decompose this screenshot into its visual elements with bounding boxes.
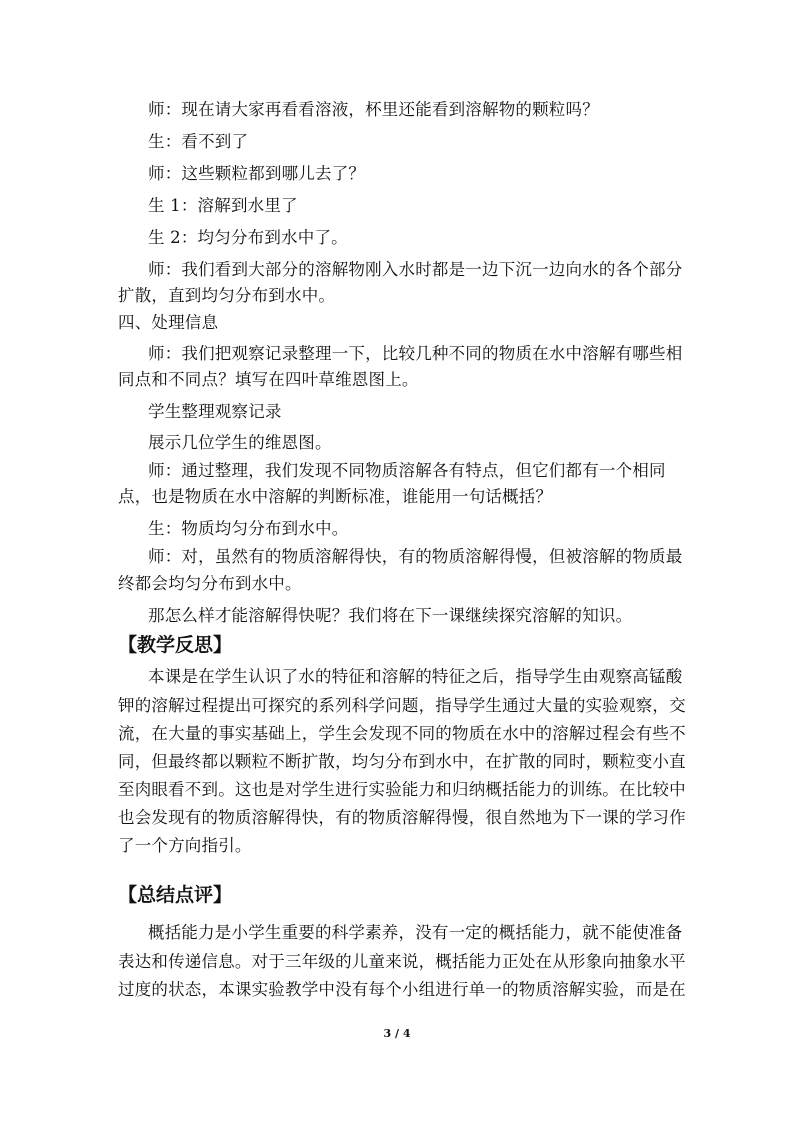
paragraph-line: 本课是在学生认识了水的特征和溶解的特征之后，指导学生由观察高锰酸 — [148, 667, 683, 686]
paragraph-line: 流，在大量的事实基础上，学生会发现不同的物质在水中的溶解过程会有些不 — [118, 724, 686, 743]
paragraph-line: 终都会均匀分布到水中。 — [118, 574, 302, 593]
paragraph-line: 师：我们看到大部分的溶解物刚入水时都是一边下沉一边向水的各个部分 — [148, 260, 683, 279]
paragraph-line: 师：我们把观察记录整理一下，比较几种不同的物质在水中溶解有哪些相 — [148, 344, 683, 363]
paragraph-line: 过度的状态，本课实验教学中没有每个小组进行单一的物质溶解实验，而是在 — [118, 980, 686, 999]
paragraph-line: 生 2：均匀分布到水中了。 — [148, 228, 348, 247]
reflection-heading: 【教学反思】 — [118, 634, 233, 656]
page-number: 3 / 4 — [383, 1027, 411, 1040]
paragraph-line: 扩散，直到均匀分布到水中。 — [118, 286, 336, 305]
paragraph-line: 表达和传递信息。对于三年级的儿童来说，概括能力正处在从形象向抽象水平 — [118, 952, 686, 971]
paragraph-line: 同，但最终都以颗粒不断扩散，均匀分布到水中，在扩散的同时，颗粒变小直 — [118, 752, 686, 771]
paragraph-line: 师：现在请大家再看看溶液，杯里还能看到溶解物的颗粒吗？ — [148, 100, 599, 119]
paragraph-line: 师：这些颗粒都到哪儿去了？ — [148, 164, 366, 183]
summary-heading: 【总结点评】 — [118, 884, 233, 906]
paragraph-line: 生 1：溶解到水里了 — [148, 196, 298, 215]
paragraph-line: 展示几位学生的维恩图。 — [148, 433, 332, 452]
paragraph-line: 同点和不同点？填写在四叶草维恩图上。 — [118, 370, 419, 389]
section-heading: 四、处理信息 — [118, 313, 219, 332]
paragraph-line: 学生整理观察记录 — [148, 402, 282, 421]
paragraph-line: 钾的溶解过程提出可探究的系列科学问题，指导学生通过大量的实验观察，交 — [118, 696, 686, 715]
paragraph-line: 点，也是物质在水中溶解的判断标准，谁能用一句话概括？ — [118, 487, 553, 506]
paragraph-line: 师：通过整理，我们发现不同物质溶解各有特点，但它们都有一个相同 — [148, 461, 666, 480]
paragraph-line: 至肉眼看不到。这也是对学生进行实验能力和归纳概括能力的训练。在比较中 — [118, 780, 686, 799]
paragraph-line: 那怎么样才能溶解得快呢？我们将在下一课继续探究溶解的知识。 — [148, 606, 633, 625]
paragraph-line: 了一个方向指引。 — [118, 836, 252, 855]
paragraph-line: 生：物质均匀分布到水中。 — [148, 519, 349, 538]
paragraph-line: 也会发现有的物质溶解得快，有的物质溶解得慢，很自然地为下一课的学习作 — [118, 808, 686, 827]
paragraph-line: 概括能力是小学生重要的科学素养，没有一定的概括能力，就不能使准备 — [148, 923, 683, 942]
paragraph-line: 生：看不到了 — [148, 132, 249, 151]
paragraph-line: 师：对，虽然有的物质溶解得快，有的物质溶解得慢，但被溶解的物质最 — [148, 547, 683, 566]
